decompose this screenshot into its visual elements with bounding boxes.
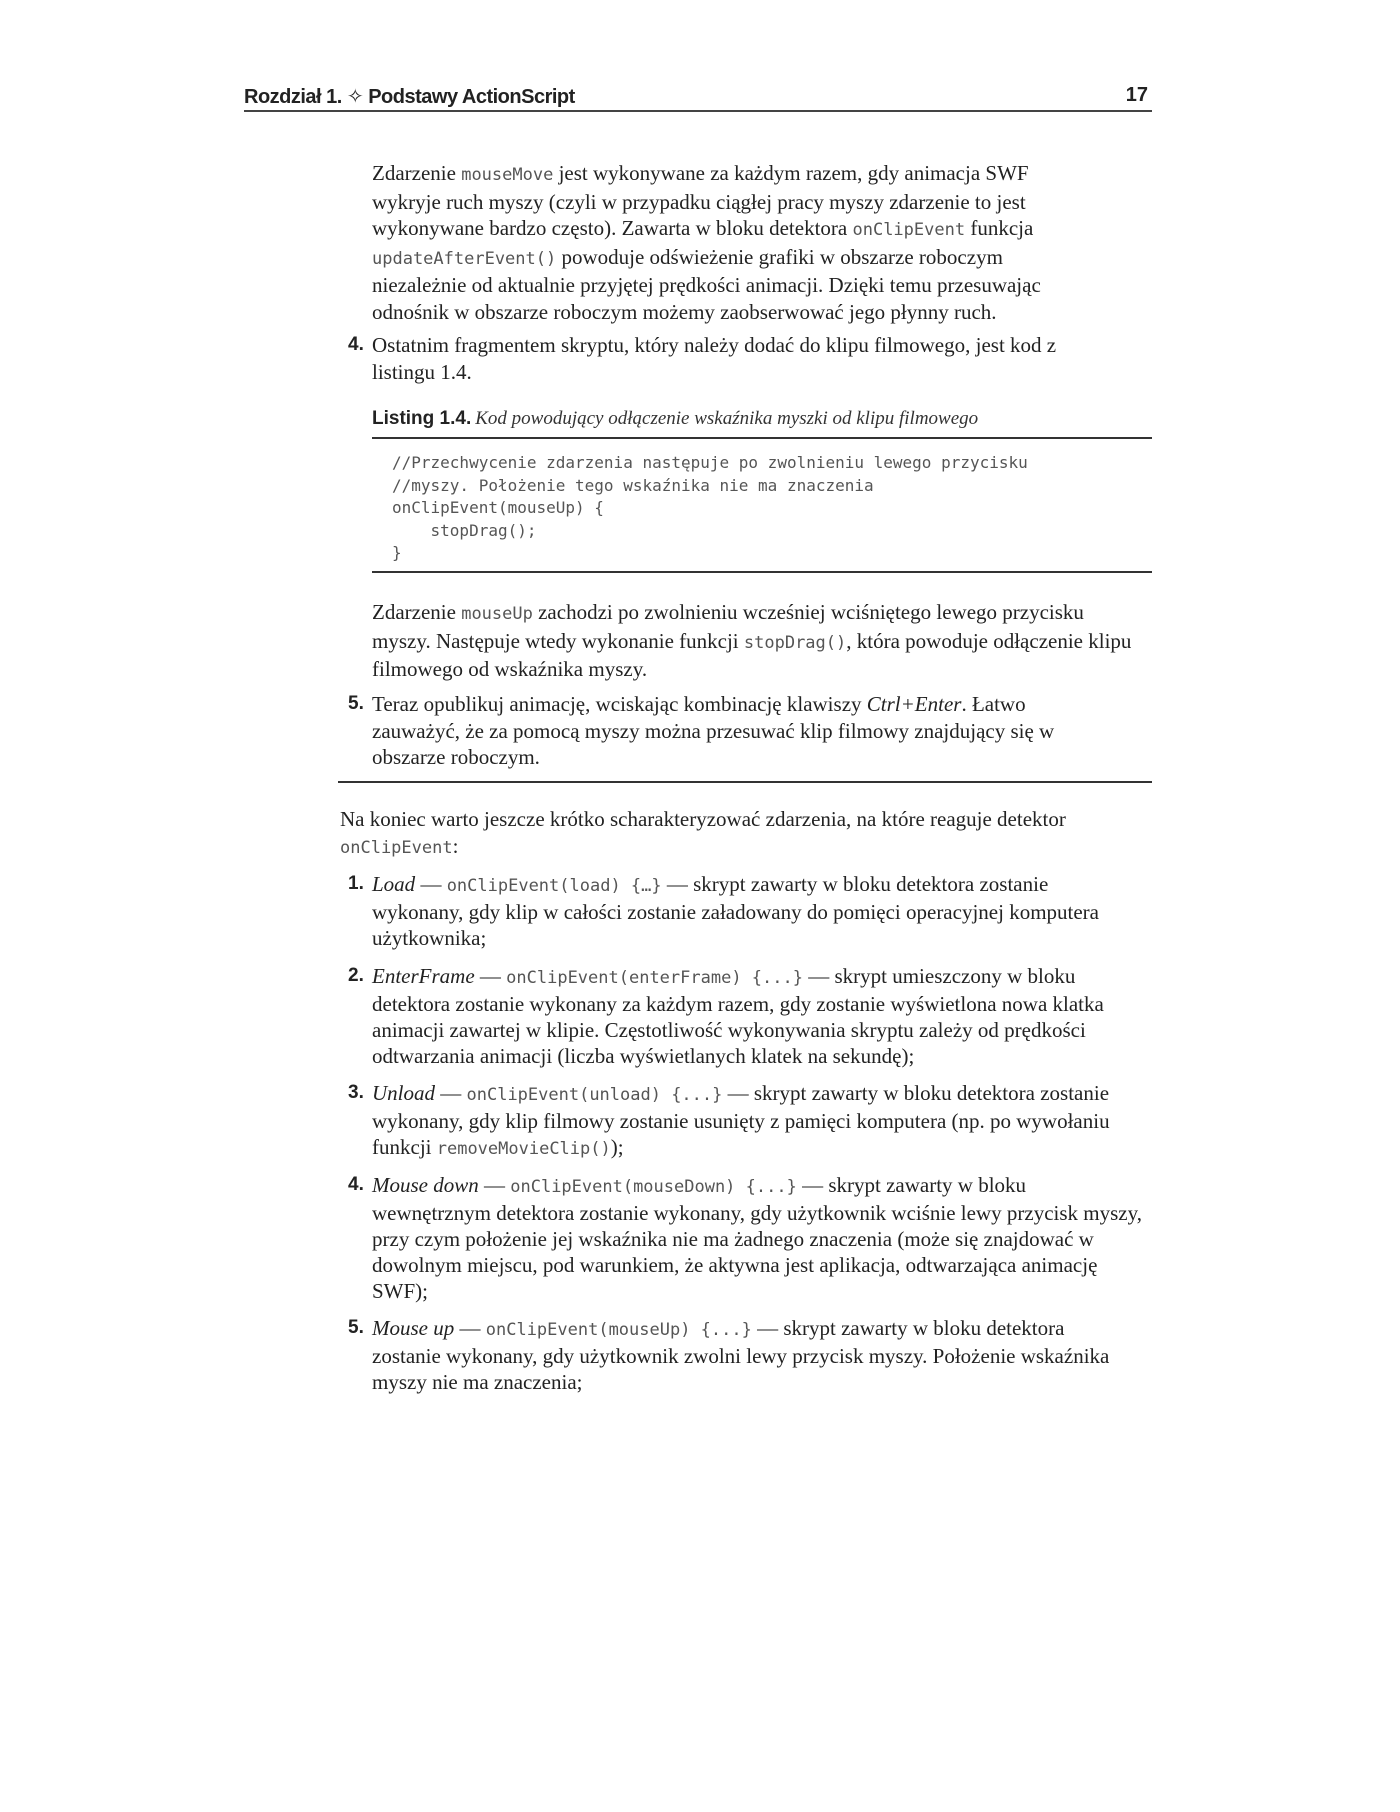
item-number: 1.	[348, 873, 364, 894]
section-divider	[338, 781, 1152, 783]
text-segment: , która powoduje odłączenie klipu filmowego od wskaźnika myszy.	[372, 628, 1132, 681]
item-text: — skrypt zawarty w bloku wewnętrznym detektora zostanie wykonany, gdy użytkownik wciśnie lewy przycisk myszy, przy czym położenie jej wskaźnika nie ma żadnego znaczenia (może się znajdować w dowolnym miejscu, pod warunkiem, że aktywna jest aplikacja, odtwarzająca animację SWF);	[372, 1173, 1142, 1303]
text-segment: Na koniec warto jeszcze krótko scharakteryzować zdarzenia, na które reaguje detektor	[340, 807, 1066, 831]
inline-code: onClipEvent(mouseDown) {...}	[510, 1177, 797, 1197]
event-name: Load	[372, 872, 416, 896]
text-segment: Zdarzenie	[372, 161, 462, 185]
item-number: 3.	[348, 1082, 364, 1103]
event-name: Mouse up	[372, 1316, 455, 1340]
event-item-enterframe	[348, 963, 1122, 1069]
dash: —	[415, 872, 447, 896]
step-text: . Łatwo zauważyć, że za pomocą myszy można przesuwać klip filmowy znajdujący się w obszarze roboczym.	[372, 692, 1055, 769]
page-number: 17	[1125, 84, 1148, 106]
key-combination: Ctrl+Enter	[866, 692, 962, 716]
inline-code: onClipEvent(load) {…}	[446, 876, 662, 896]
step-5	[348, 691, 1112, 771]
inline-code: stopDrag()	[743, 632, 847, 653]
item-number: 5.	[348, 1317, 364, 1338]
chapter-title: Rozdział 1. ✧ Podstawy ActionScript	[244, 86, 575, 108]
dash: —	[435, 1081, 467, 1105]
item-number: 4.	[348, 1174, 364, 1195]
step-text: Ostatnim fragmentem skryptu, który należy dodać do klipu filmowego, jest kod z listingu 1.4.	[372, 333, 1057, 384]
inline-code: onClipEvent(enterFrame) {...}	[506, 968, 803, 988]
item-text: — skrypt zawarty w bloku detektora zostanie wykonany, gdy klip w całości zostanie załadowany do pomięci operacyjnej komputera użytkownika;	[372, 872, 1099, 950]
item-number: 2.	[348, 965, 364, 986]
paragraph-intro-events	[340, 806, 1140, 861]
step-4	[348, 332, 1112, 385]
listing-bottom-rule	[372, 571, 1152, 573]
listing-caption	[372, 408, 1152, 439]
step-number: 5.	[348, 693, 364, 714]
text-segment: Zdarzenie	[372, 600, 462, 624]
inline-code: mouseUp	[461, 604, 533, 624]
event-name: Unload	[372, 1081, 435, 1105]
code-listing: //Przechwycenie zdarzenia następuje po zwolnieniu lewego przycisku //myszy. Położenie tego wskaźnika nie ma znaczenia onClipEvent(mouseUp) { stopDrag(); }	[392, 453, 1028, 562]
inline-code: removeMovieClip()	[436, 1139, 611, 1159]
inline-code: updateAfterEvent()	[372, 248, 557, 269]
paragraph-mouseup	[372, 599, 1132, 683]
inline-code: onClipEvent	[852, 220, 966, 240]
item-text: — skrypt umieszczony w bloku detektora zostanie wykonany za każdym razem, gdy zostanie wyświetlona nowa klatka animacji zawartej w klipie. Częstotliwość wykonywania skryptu zależy od prędkości odtwarzania animacji (liczba wyświetlanych klatek na sekundę);	[372, 964, 1104, 1068]
item-text: — skrypt zawarty w bloku detektora zostanie wykonany, gdy użytkownik zwolni lewy przycisk myszy. Położenie wskaźnika myszy nie ma znaczenia;	[372, 1316, 1110, 1394]
step-number: 4.	[348, 334, 364, 355]
dash: —	[474, 964, 507, 988]
text-segment: zachodzi po zwolnieniu wcześniej wciśniętego lewego przycisku myszy. Następuje wtedy wykonanie funkcji	[372, 600, 1084, 653]
text-segment: jest wykonywane za każdym razem, gdy animacja SWF wykryje ruch myszy (czyli w przypadku ciągłej pracy myszy zdarzenie to jest wykonywane bardzo często). Zawarta w bloku detektora	[372, 161, 1029, 240]
listing-description: Kod powodujący odłączenie wskaźnika myszki od klipu filmowego	[475, 408, 979, 429]
event-name: EnterFrame	[372, 964, 475, 988]
inline-code: mouseMove	[461, 165, 554, 185]
inline-code: onClipEvent	[340, 837, 453, 858]
event-item-mousedown	[348, 1172, 1142, 1304]
running-header	[244, 82, 1152, 112]
text-segment: funkcja	[965, 216, 1034, 240]
paragraph-mousemove	[372, 160, 1092, 325]
dash: —	[478, 1173, 511, 1197]
event-item-mouseup	[348, 1315, 1122, 1395]
step-text: Teraz opublikuj animację, wciskając kombinację klawiszy	[372, 692, 867, 716]
inline-code: onClipEvent(unload) {...}	[466, 1085, 723, 1105]
event-name: Mouse down	[372, 1173, 479, 1197]
inline-code: onClipEvent(mouseUp) {...}	[485, 1320, 752, 1340]
event-item-unload	[348, 1080, 1112, 1162]
listing-label: Listing 1.4.	[372, 408, 472, 429]
text-segment: :	[452, 833, 459, 858]
item-text: );	[610, 1135, 624, 1159]
item-text: — skrypt zawarty w bloku detektora zostanie wykonany, gdy klip filmowy zostanie usunięty z pamięci komputera (np. po wywołaniu funkcji	[372, 1081, 1110, 1159]
text-segment: powoduje odświeżenie grafiki w obszarze roboczym niezależnie od aktualnie przyjętej prędkości animacji. Dzięki temu przesuwając odnośnik w obszarze roboczym możemy zaobserwować jego płynny ruch.	[372, 244, 1041, 324]
event-item-load	[348, 871, 1112, 951]
dash: —	[454, 1316, 486, 1340]
